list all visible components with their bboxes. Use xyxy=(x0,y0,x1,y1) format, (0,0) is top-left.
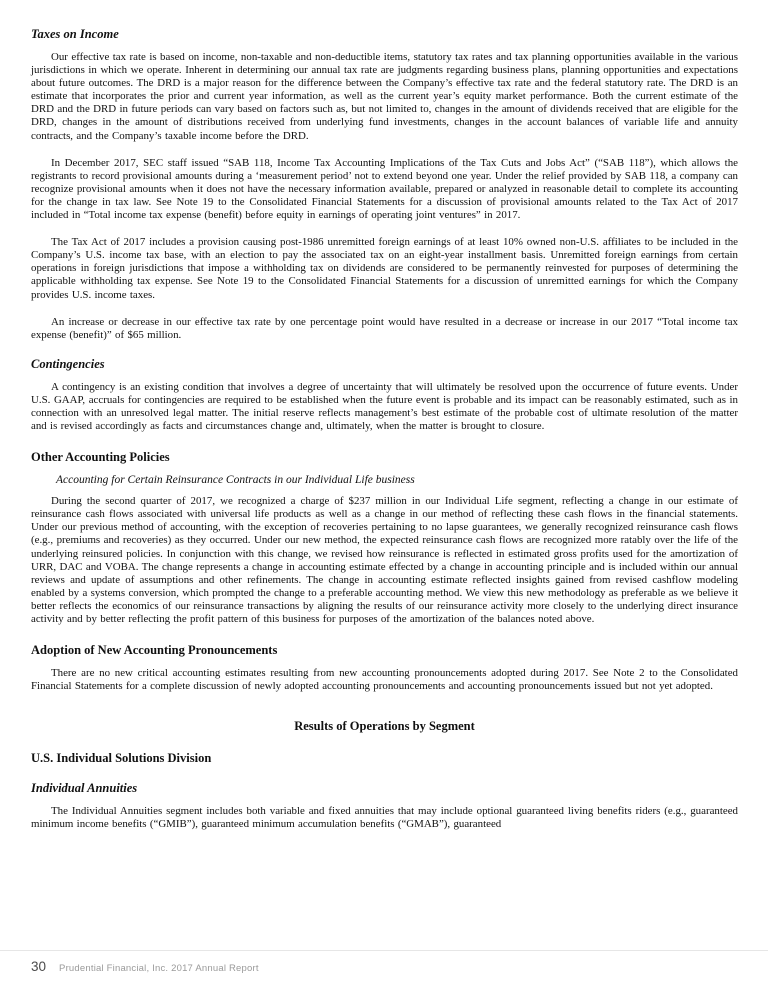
heading-contingencies: Contingencies xyxy=(31,356,105,371)
heading-results-by-segment: Results of Operations by Segment xyxy=(294,719,475,734)
subheading-reinsurance-contracts: Accounting for Certain Reinsurance Contracts in our Individual Life business xyxy=(56,474,415,487)
para-tax-act-2017: The Tax Act of 2017 includes a provision causing post-1986 unremitted foreign earnings of at least 10% owned non-U.S. affiliates to be included in the Company’s U.S. income tax base, with an election to pay the associated tax on an eight-year installment basis. Unremitted foreign earnings from certain operations in foreign jurisdictions that impose a withholding tax on dividends are considered to be permanently reinvested for purposes of determining the applicable withholding tax expense. See Note 19 to the Consolidated Financial Statements for a discussion of unremitted earnings for which the Company provides U.S. income taxes. xyxy=(31,236,738,301)
para-individual-annuities-intro: The Individual Annuities segment includes both variable and fixed annuities that may include optional guaranteed living benefits riders (e.g., guaranteed minimum income benefits (“GMIB”), guaranteed minimum accumulation benefits (“GMAB”), guaranteed xyxy=(31,805,738,831)
heading-individual-annuities: Individual Annuities xyxy=(31,781,138,796)
heading-us-individual-solutions: U.S. Individual Solutions Division xyxy=(31,751,212,766)
footer-report-title: Prudential Financial, Inc. 2017 Annual Report xyxy=(59,963,259,974)
para-sab-118: In December 2017, SEC staff issued “SAB 118, Income Tax Accounting Implications of the Tax Cuts and Jobs Act” (“SAB 118”), which allows the registrants to record provisional amounts during a ‘measurement period’ not to extend beyond one year. Under the relief provided by SAB 118, a company can recognize provisional amounts when it does not have the necessary information available, prepared or analyzed in reasonable detail to complete its accounting for the change in tax law. See Note 19 to the Consolidated Financial Statements for a discussion of provisional amounts related to the Tax Act of 2017 included in “Total income tax expense (benefit) before equity in earnings of operating joint ventures” in 2017. xyxy=(31,156,738,222)
para-no-new-estimates: There are no new critical accounting estimates resulting from new accounting pronouncements adopted during 2017. See Note 2 to the Consolidated Financial Statements for a complete discussion of newly adopted accounting pronouncements and accounting pronouncements issued but not yet adopted. xyxy=(31,667,738,693)
para-contingency-definition: A contingency is an existing condition that involves a degree of uncertainty that will ultimately be resolved upon the occurrence of future events. Under U.S. GAAP, accruals for contingencies are required to be established when the future event is probable and its impact can be reasonably estimated, such as in connection with an unresolved legal matter. The initial reserve reflects management’s best estimate of the probable cost of ultimate resolution of the matter and is revised accordingly as facts and circumstances change and, ultimately, when the matter is brought to closure. xyxy=(31,380,738,433)
para-effective-tax-rate: Our effective tax rate is based on income, non-taxable and non-deductible items, statutory tax rates and tax planning opportunities available in the various jurisdictions in which we operate. Inherent in determining our annual tax rate are judgments regarding business plans, planning opportunities and expectations about future outcomes. The DRD is a major reason for the difference between the Company’s effective tax rate and the federal statutory rate. The DRD is an estimate that incorporates the prior and current year information, as well as the current year’s equity market performance. Both the current estimate of the DRD and the DRD in future periods can vary based on factors such as, but not limited to, changes in the amount of dividends received that are eligible for the DRD, changes in the amount of distributions received from underlying fund investments, changes in the account balances of variable life and annuity contracts, and the Company’s taxable income before the DRD. xyxy=(31,51,738,142)
para-reinsurance-change: During the second quarter of 2017, we recognized a charge of $237 million in our Individual Life segment, reflecting a change in our estimate of reinsurance cash flows associated with universal life products as well as a change in our method of reflecting these cash flows in the financial statements. Under our previous method of accounting, with the exception of recoveries pertaining to no lapse guarantees, we generally recognized reinsurance cash flows (e.g., premiums and recoveries) as they occurred. Under our new method, the expected reinsurance cash flows are recognized more ratably over the life of the underlying reinsured policies. In conjunction with this change, we revised how reinsurance is reflected in estimated gross profits used for the amortization of URR, DAC and VOBA. The change represents a change in accounting estimate effected by a change in accounting principle and is included within our annual reviews and update of assumptions and other refinements. The change in accounting estimate reflected insights gained from revised cashflow modeling enabled by a systems conversion, which prompted the change to a preferable accounting method. We view this new methodology as preferable as we believe it better reflects the economics of our reinsurance transactions by aligning the results of our reinsurance activity more closely to the underlying direct insurance activity and by better reflecting the profit pattern of this business for purposes of the amortization of the balances noted above. xyxy=(31,495,738,625)
heading-taxes-on-income: Taxes on Income xyxy=(31,27,119,41)
heading-adoption-new-pronouncements: Adoption of New Accounting Pronouncements xyxy=(31,643,278,658)
page-number: 30 xyxy=(31,959,47,974)
footer-divider xyxy=(0,950,768,951)
page-footer xyxy=(31,959,259,974)
para-tax-rate-sensitivity: An increase or decrease in our effective tax rate by one percentage point would have resulted in a decrease or increase in our 2017 “Total income tax expense (benefit)” of $65 million. xyxy=(31,315,738,341)
heading-other-accounting-policies: Other Accounting Policies xyxy=(31,450,170,465)
page-content xyxy=(31,27,738,845)
